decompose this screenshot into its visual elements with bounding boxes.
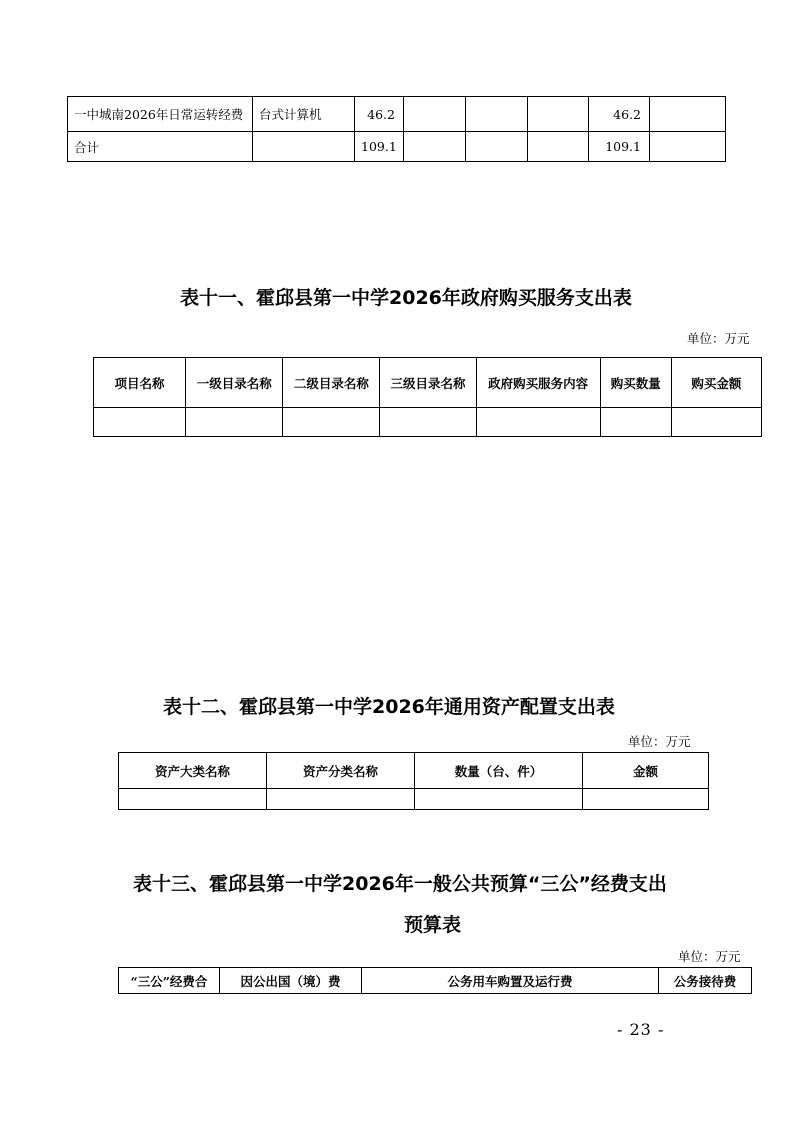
total-cell: 46.2	[589, 97, 650, 132]
column-header: 购买数量	[600, 358, 671, 408]
column-header: 政府购买服务内容	[476, 358, 600, 408]
empty-cell	[476, 408, 600, 437]
item-cell: 台式计算机	[253, 97, 355, 132]
empty-cell	[380, 408, 476, 437]
item-cell	[253, 132, 355, 162]
empty-cell	[404, 132, 466, 162]
empty-cell	[119, 789, 267, 810]
table13-unit: 单位：万元	[678, 949, 741, 964]
column-header: 公务用车购置及运行费	[362, 968, 659, 994]
table-header-row	[119, 753, 709, 789]
empty-cell	[466, 97, 528, 132]
empty-cell	[528, 97, 589, 132]
column-header: 数量（台、件）	[415, 753, 583, 789]
empty-cell	[267, 789, 415, 810]
total-cell: 109.1	[589, 132, 650, 162]
empty-cell	[583, 789, 709, 810]
column-header: 金额	[583, 753, 709, 789]
empty-cell	[283, 408, 380, 437]
table13-title-line1: 表十三、霍邱县第一中学2026年一般公共预算“三公”经费支出	[133, 873, 667, 895]
empty-cell	[650, 132, 726, 162]
empty-cell	[600, 408, 671, 437]
column-header: 因公出国（境）费	[220, 968, 362, 994]
amount-cell: 109.1	[355, 132, 404, 162]
government-procurement-table	[93, 357, 762, 437]
table12-title: 表十二、霍邱县第一中学2026年通用资产配置支出表	[163, 696, 615, 718]
table-row	[68, 97, 726, 132]
column-header: 资产大类名称	[119, 753, 267, 789]
empty-cell	[528, 132, 589, 162]
empty-cell	[650, 97, 726, 132]
table-row-total	[68, 132, 726, 162]
table-row	[94, 408, 762, 437]
column-header: 项目名称	[94, 358, 186, 408]
empty-cell	[415, 789, 583, 810]
column-header: 三级目录名称	[380, 358, 476, 408]
empty-cell	[404, 97, 466, 132]
column-header: 一级目录名称	[186, 358, 283, 408]
empty-cell	[466, 132, 528, 162]
page-number: - 23 -	[617, 1020, 665, 1039]
column-header: 购买金额	[671, 358, 761, 408]
column-header: 二级目录名称	[283, 358, 380, 408]
table11-title: 表十一、霍邱县第一中学2026年政府购买服务支出表	[180, 287, 632, 309]
table-header-row	[119, 968, 752, 994]
column-header: 公务接待费	[659, 968, 752, 994]
column-header: 资产分类名称	[267, 753, 415, 789]
project-name-cell: 一中城南2026年日常运转经费	[68, 97, 253, 132]
empty-cell	[671, 408, 761, 437]
general-asset-allocation-table	[118, 752, 709, 810]
total-label-cell: 合计	[68, 132, 253, 162]
budget-table-continued	[67, 96, 726, 162]
table13-title-line2: 预算表	[404, 914, 462, 936]
column-header: “三公”经费合	[119, 968, 220, 994]
empty-cell	[94, 408, 186, 437]
table12-unit: 单位：万元	[628, 734, 691, 749]
table-row	[119, 789, 709, 810]
empty-cell	[186, 408, 283, 437]
table-header-row	[94, 358, 762, 408]
amount-cell: 46.2	[355, 97, 404, 132]
table11-unit: 单位：万元	[687, 331, 750, 346]
three-public-expenses-table	[118, 967, 752, 994]
